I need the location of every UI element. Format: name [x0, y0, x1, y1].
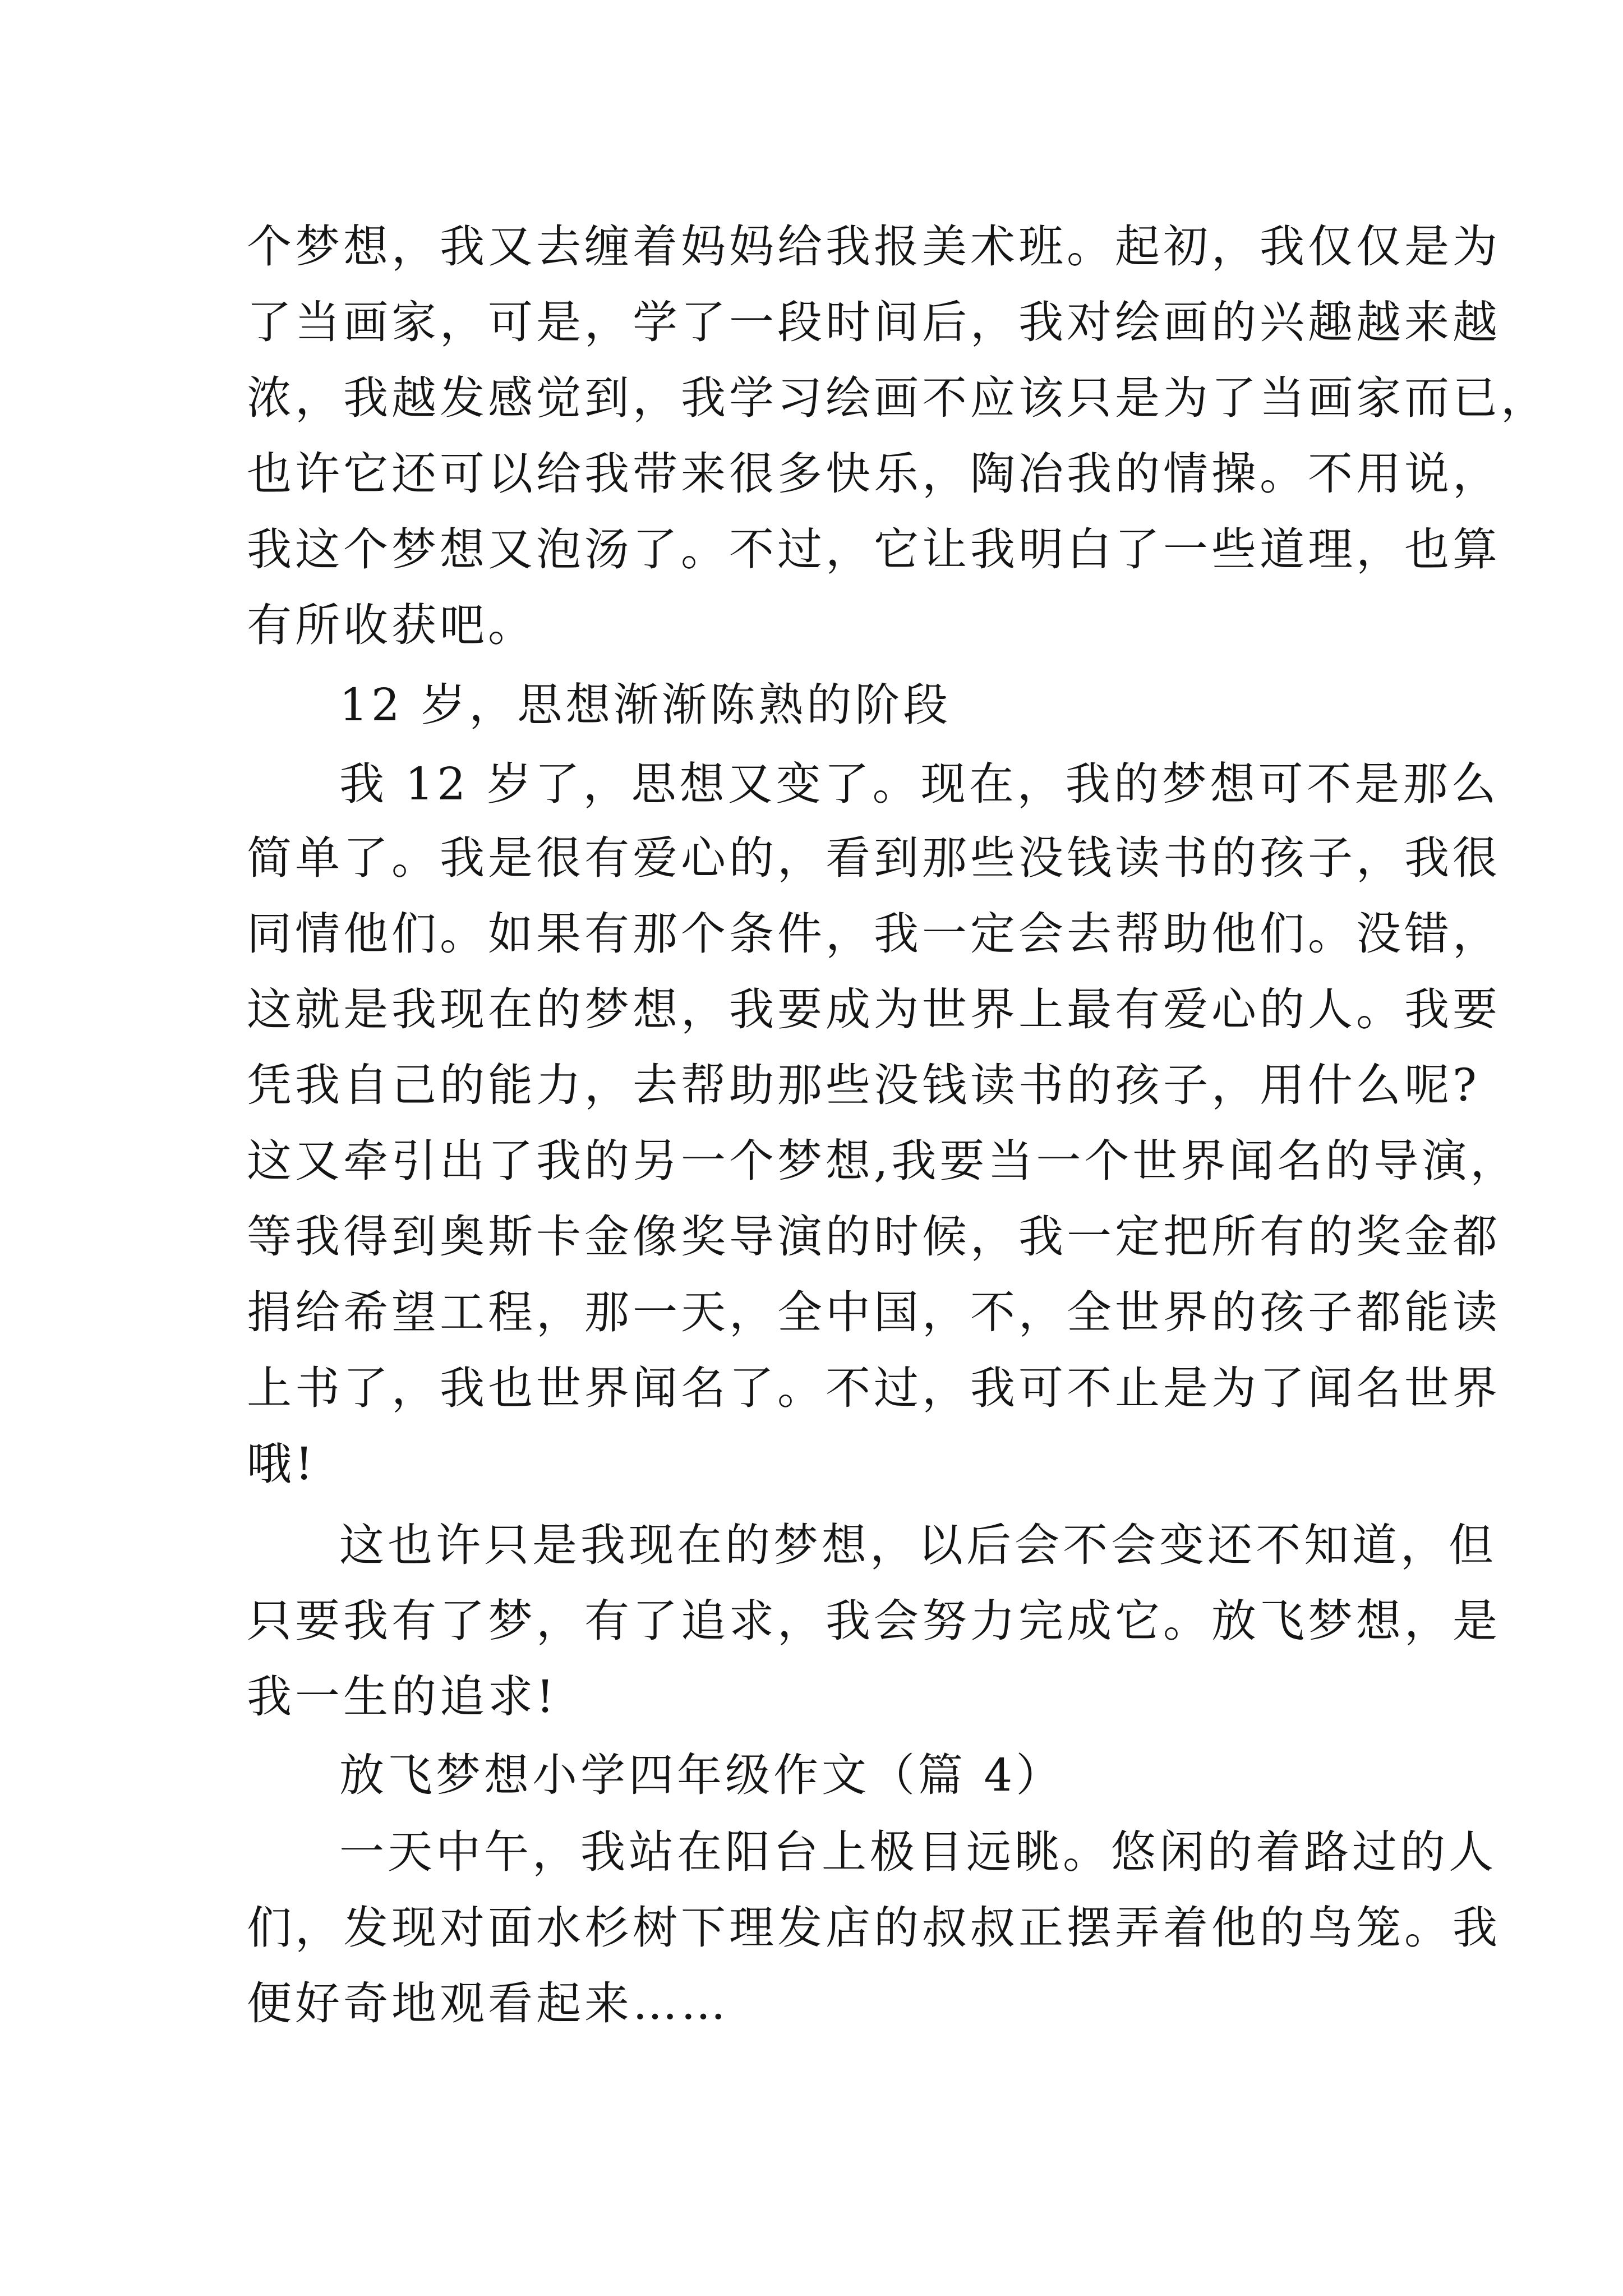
paragraph-line: 一天中午，我站在阳台上极目远眺。悠闲的着路过的人 — [339, 1826, 1497, 1878]
paragraph-line: 们，发现对面水杉树下理发店的叔叔正摆弄着他的鸟笼。我 — [247, 1902, 1501, 1954]
paragraph-line: 这也许只是我现在的梦想，以后会不会变还不知道，但 — [339, 1519, 1497, 1571]
paragraph-line: 我一生的追求! — [247, 1671, 558, 1723]
paragraph-line: 个梦想，我又去缠着妈妈给我报美术班。起初，我仅仅是为 — [247, 220, 1501, 273]
section-heading: 放飞梦想小学四年级作文（篇 4） — [339, 1749, 1064, 1801]
paragraph-line: 这又牵引出了我的另一个梦想,我要当一个世界闻名的导演， — [247, 1135, 1519, 1187]
paragraph-line: 只要我有了梦，有了追求，我会努力完成它。放飞梦想，是 — [247, 1595, 1501, 1647]
paragraph-line: 了当画家，可是，学了一段时间后，我对绘画的兴趣越来越 — [247, 296, 1501, 348]
paragraph-line: 上书了，我也世界闻名了。不过，我可不止是为了闻名世界 — [247, 1362, 1501, 1414]
paragraph-line: 便好奇地观看起来…… — [247, 1977, 729, 2030]
section-heading: 12 岁，思想渐渐陈熟的阶段 — [339, 679, 952, 731]
paragraph-line: 这就是我现在的梦想，我要成为世界上最有爱心的人。我要 — [247, 983, 1501, 1036]
paragraph-line: 哦! — [247, 1438, 317, 1490]
paragraph-line: 有所收获吧。 — [247, 599, 536, 651]
paragraph-line: 我这个梦想又泡汤了。不过，它让我明白了一些道理，也算 — [247, 523, 1501, 576]
paragraph-line: 凭我自己的能力，去帮助那些没钱读书的孩子，用什么呢? — [247, 1059, 1480, 1111]
paragraph-line: 等我得到奥斯卡金像奖导演的时候，我一定把所有的奖金都 — [247, 1211, 1501, 1263]
paragraph-line: 也许它还可以给我带来很多快乐，陶冶我的情操。不用说， — [247, 448, 1501, 500]
paragraph-line: 浓，我越发感觉到，我学习绘画不应该只是为了当画家而已， — [247, 372, 1549, 424]
paragraph-line: 同情他们。如果有那个条件，我一定会去帮助他们。没错， — [247, 908, 1501, 960]
paragraph-line: 我 12 岁了，思想又变了。现在，我的梦想可不是那么 — [339, 758, 1500, 810]
paragraph-line: 捐给希望工程，那一天，全中国，不，全世界的孩子都能读 — [247, 1286, 1501, 1338]
paragraph-line: 简单了。我是很有爱心的，看到那些没钱读书的孩子，我很 — [247, 832, 1501, 884]
